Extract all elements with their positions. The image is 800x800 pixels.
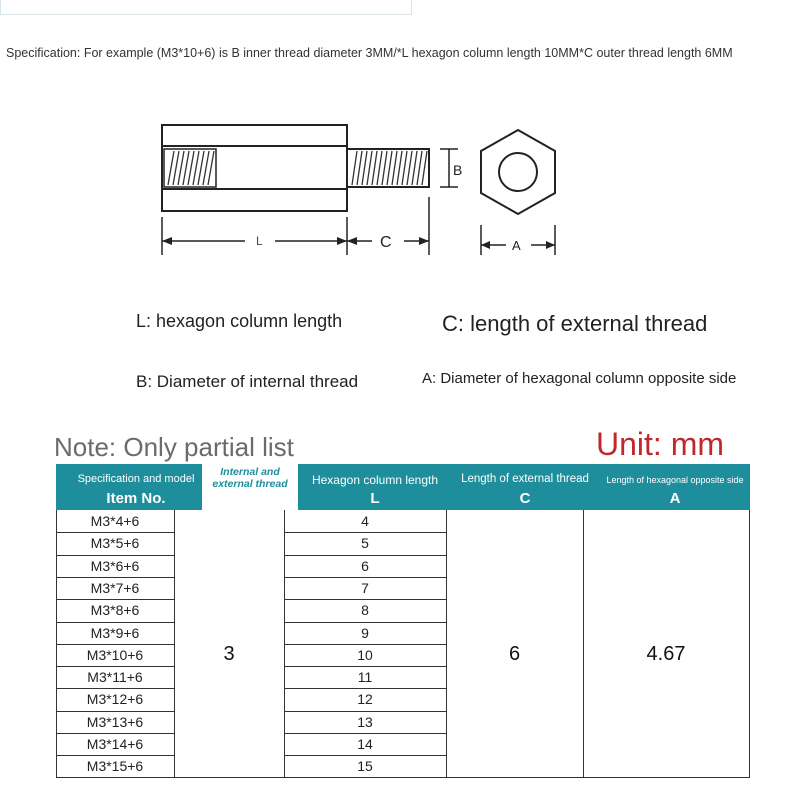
- table-cell-l: 9: [361, 624, 369, 641]
- table-cell-l: 13: [357, 713, 373, 730]
- header-a: [600, 464, 750, 510]
- table-cell-l: 7: [361, 579, 369, 596]
- header-small: Length of hexagonal opposite side: [606, 475, 744, 485]
- table-cell-item-no: M3*14+6: [86, 736, 144, 752]
- table-cell-item-no: M3*10+6: [86, 646, 144, 663]
- header-big: C: [519, 490, 531, 507]
- table-cell-l: 14: [357, 736, 373, 752]
- table-cell-item-no: M3*9+6: [90, 624, 140, 641]
- header-big: L: [370, 490, 380, 507]
- specification-text: Specification: For example (M3*10+6) is B inner thread diameter 3MM/*L hexagon column length 10MM*C outer thread length 6MM: [6, 46, 733, 60]
- legend-l: L: hexagon column length: [136, 311, 343, 331]
- hex-end-view: [481, 130, 555, 214]
- legend-b: B: Diameter of internal thread: [136, 372, 359, 391]
- hex-body: [162, 125, 347, 211]
- label-a: A: [512, 238, 521, 253]
- table-cell-l: 8: [361, 602, 369, 619]
- legend-a: A: Diameter of hexagonal column opposite side: [422, 370, 737, 387]
- table-cell-item-no: M3*6+6: [90, 557, 140, 574]
- header-small: Internal and external thread: [212, 466, 288, 490]
- table-cell-item-no: M3*7+6: [90, 579, 140, 596]
- table-cell-item-no: M3*13+6: [86, 713, 144, 730]
- c-value: 6: [508, 643, 521, 665]
- table-cell-item-no: M3*12+6: [86, 691, 144, 708]
- header-c: [450, 464, 600, 510]
- standoff-drawing: [150, 105, 610, 265]
- table-cell-item-no: M3*8+6: [90, 602, 140, 619]
- top-frame-border: [0, 0, 412, 15]
- label-c: C: [380, 234, 392, 251]
- table-cell-l: 11: [357, 669, 373, 686]
- header-small: Specification and model: [77, 473, 195, 485]
- table-cell-l: 6: [361, 557, 369, 574]
- unit-text: Unit: mm: [596, 426, 724, 462]
- table-body: [56, 510, 750, 778]
- table-cell-l: 5: [361, 535, 369, 552]
- b-value: 3: [223, 643, 235, 665]
- header-small: Length of external thread: [461, 473, 589, 485]
- table-header: [56, 464, 750, 510]
- header-b-big: B: [202, 490, 213, 507]
- note-text: Note: Only partial list: [54, 432, 294, 462]
- header-l: [300, 464, 450, 510]
- table-cell-item-no: M3*15+6: [86, 758, 144, 775]
- table-cell-item-no: M3*4+6: [90, 513, 140, 529]
- table-cell-item-no: M3*5+6: [90, 535, 140, 552]
- table-cell-l: 15: [357, 758, 373, 775]
- header-big: Item No.: [106, 490, 166, 507]
- table-cell-item-no: M3*11+6: [87, 669, 143, 686]
- table-cell-l: 12: [357, 691, 373, 708]
- a-value: 4.67: [646, 643, 686, 665]
- table-cell-l: 4: [361, 513, 369, 529]
- label-l: L: [256, 234, 263, 248]
- header-item-no: [56, 464, 216, 510]
- header-small: Hexagon column length: [311, 473, 439, 487]
- thread-hatching: [168, 151, 427, 185]
- header-big: A: [669, 490, 681, 507]
- legend-c: C: length of external thread: [442, 311, 708, 336]
- table-cell-l: 10: [357, 646, 373, 663]
- label-b: B: [453, 162, 463, 178]
